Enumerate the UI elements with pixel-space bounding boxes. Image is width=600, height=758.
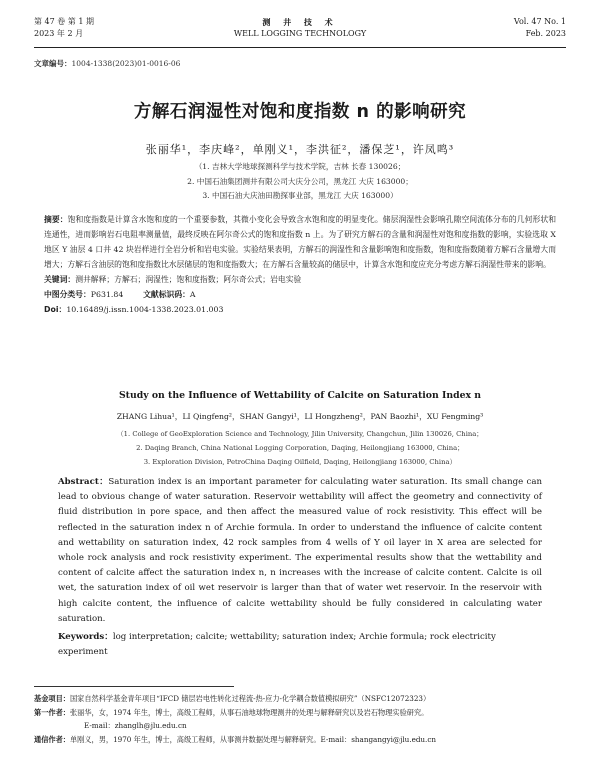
en-keywords-label: Keywords： [58,632,113,642]
issue-info-en [514,16,566,40]
en-keywords-text: log interpretation; calcite; wettability; saturation index; Archie formula; rock electricity experiment [58,632,496,658]
en-affiliation: 2. Daqing Branch, China National Logging Corporation, Daqing, Heilongjiang 163000, China； [136,444,464,452]
volume-issue-en: Vol. 47 No. 1 [513,17,566,26]
cn-doi [44,302,556,317]
cn-keywords-text: 测井解释；方解石；润湿性；饱和度指数；阿尔奇公式；岩电实验 [75,275,302,284]
cn-affiliation: 2. 中国石油集团测井有限公司大庆分公司，黑龙江 大庆 163000； [187,176,413,186]
first-author-email: E-mail：zhanglh@jlu.edu.cn [84,721,187,730]
fund-text: 国家自然科学基金青年项目“IFCD 储层岩电性转化过程流-热-应力-化学耦合数值模拟研究”（NSFC12072323） [69,694,431,703]
doi-value: 10.16489/j.issn.1004-1338.2023.01.003 [66,305,224,314]
corresponding-author-note [34,733,566,747]
en-authors: ZHANG Lihua¹，LI Qingfeng²，SHAN Gangyi¹，LI Hongzheng²，PAN Baozhi¹，XU Fengming³ [116,412,484,421]
en-keywords [58,630,542,660]
first-author-text: 张丽华，女，1974 年生，博士，高级工程师，从事石油地球物理测井的处理与解释研究以及岩石物理实验研究。 [69,707,429,717]
cn-abstract-block [44,212,556,317]
header-divider [34,47,566,48]
clc-label: 中图分类号： [44,290,91,299]
publication-date: 2023 年 2 月 [34,29,84,38]
cn-affiliation: 3. 中国石油大庆油田勘探事业部，黑龙江 大庆 163000） [202,191,398,200]
running-header [34,16,566,46]
article-number-value: 1004-1338(2023)01-0016-06 [71,59,181,68]
en-abstract-label: Abstract： [58,477,109,487]
en-abstract [58,475,542,627]
first-author-label: 第一作者： [34,707,70,717]
cn-affiliation: （1. 吉林大学地球探测科学与技术学院，吉林 长春 130026； [194,162,406,171]
doi-label: Doi： [44,305,67,314]
cn-keywords [44,272,556,287]
article-number-label: 文章编号： [34,59,72,68]
corresponding-text: 单刚义，男，1970 年生，博士，高级工程师，从事测井数据处理与解释研究。E-mail：shangangyi@jlu.edu.cn [69,734,436,744]
cn-abstract-text: 饱和度指数是计算含水饱和度的一个重要参数，其微小变化会导致含水饱和度的明显变化。储层润湿性会影响孔隙空间流体分布的几何形状和连通性，进而影响岩石电阻率测量值，最终反映在阿尔奇公式的饱和度指数 n 上。为了研究方解石的含量和润湿性对饱和度指数的影响，实验选取 X 地区 Y 油层 4 口井 42 块岩样进行全岩分析和岩电实验。实验结果表明，方解石的润湿性和含量影响饱和度指数，饱和度指数随着方解石含量增大而增大；方解石含油层的饱和度指数比水层储层的饱和度指数大；在方解石含量较高的储层中，计算含水饱和度应充分考虑方解石润湿性带来的影响。 [44,215,556,269]
journal-name-cn: 测 井 技 术 [262,17,338,27]
journal-name [34,16,566,40]
article-number [34,58,180,69]
cn-keywords-label: 关键词： [44,275,76,284]
cn-abstract [44,212,556,272]
footnotes [34,692,566,746]
cn-abstract-label: 摘要： [44,215,68,224]
publication-date-en: Feb. 2023 [525,29,566,38]
en-affiliation: （1. College of GeoExploration Science and Technology, Jilin University, Changchun, Jilin 130026, China； [116,430,484,438]
cn-authors: 张丽华¹，李庆峰²，单刚义¹，李洪征²，潘保芝¹，许凤鸣³ [145,143,455,156]
en-abstract-text: Saturation index is an important parameter for calculating water saturation. Its small change can lead to obvious change of water saturation. Reservoir wettability will affect the geometry and connectivity of fluid distribution in pore space, and then affect the measured value of rock resistivity. This effect will be reflected in the saturation index n of Archie formula. In order to understand the influence of calcite content and wettability on saturation index, 42 rock samples from 4 wells of Y oil layer in X area are selected for whole rock analysis and rock resistivity experiment. The experimental results show that the wettability and content of calcite affect the saturation index n, n increases with the increase of calcite content. Calcite is oil wet, the saturation index of oil wet reservoir is larger than that of water wet reservoir. In the reservoir with high calcite content, the influence of calcite wettability should be fully considered in calculating water saturation. [58,477,542,624]
doc-code-label: 文献标识码： [143,290,190,299]
footnote-divider [34,686,234,687]
volume-issue: 第 47 卷 第 1 期 [34,17,94,26]
cn-title: 方解石润湿性对饱和度指数 n 的影响研究 [133,102,467,122]
corresponding-label: 通信作者： [34,734,70,744]
journal-name-en: WELL LOGGING TECHNOLOGY [233,29,367,38]
fund-label: 基金项目： [34,694,70,703]
cn-classification [44,287,556,302]
doc-code-value: A [189,290,196,299]
first-author-note [34,706,566,720]
en-affiliation: 3. Exploration Division, PetroChina Daqing Oilfield, Daqing, Heilongjiang 163000, China） [143,458,457,466]
en-title: Study on the Influence of Wettability of Calcite on Saturation Index n [118,390,482,401]
en-affiliations [0,427,600,469]
fund-note [34,692,566,706]
clc-value: P631.84 [90,290,124,299]
cn-affiliations [0,160,600,204]
